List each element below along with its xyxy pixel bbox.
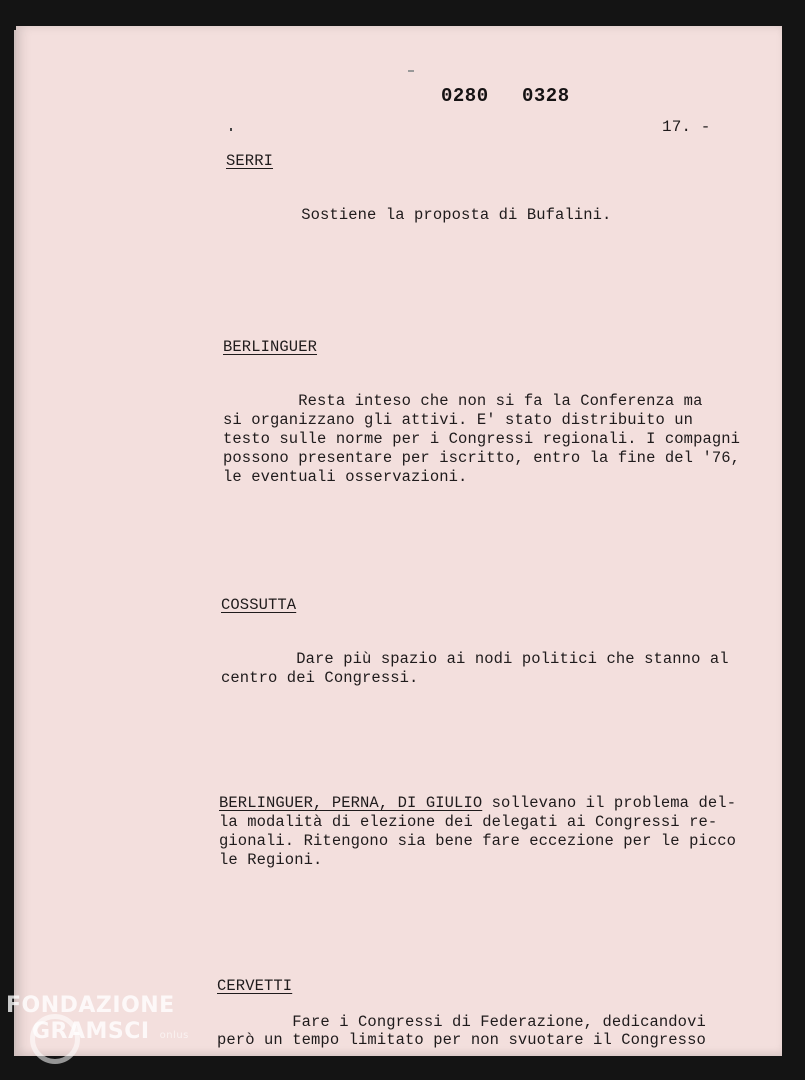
joint-line-3: gionali. Ritengono sia bene fare eccezione per le picco	[219, 832, 737, 850]
speaker-cossutta: COSSUTTA	[221, 596, 297, 614]
speaker-serri: SERRI	[226, 152, 274, 170]
speakers-berlinguer-perna-digiulio: BERLINGUER, PERNA, DI GIULIO	[219, 794, 483, 812]
joint-line-2: la modalità di elezione dei delegati ai Congressi re-	[219, 813, 718, 831]
joint-intervention-first-line	[219, 794, 736, 813]
archive-number-left: 0280	[441, 85, 489, 107]
watermark	[6, 993, 189, 1049]
cossutta-line-2: centro dei Congressi.	[221, 669, 419, 687]
page-number: 17. -	[662, 118, 711, 136]
speaker-berlinguer: BERLINGUER	[223, 338, 318, 356]
berlinguer-line-1: Resta inteso che non si fa la Conferenza ma	[223, 392, 703, 410]
berlinguer-line-2: si organizzano gli attivi. E' stato distribuito un	[223, 411, 694, 429]
pencil-mark	[408, 70, 414, 72]
watermark-line-2: GRAMSCI	[32, 1019, 150, 1044]
berlinguer-line-4: possono presentare per iscritto, entro la fine del '76,	[223, 449, 741, 467]
watermark-line-1: FONDAZIONE	[6, 993, 175, 1018]
joint-line-1-rest: sollevano il problema del-	[482, 794, 737, 812]
berlinguer-line-5: le eventuali osservazioni.	[223, 468, 468, 486]
watermark-line-3: onlus	[159, 1030, 189, 1041]
speaker-cervetti: CERVETTI	[217, 977, 293, 995]
archive-number-right: 0328	[522, 85, 570, 107]
cervetti-line-1: Fare i Congressi di Federazione, dedicandovi	[217, 1013, 706, 1031]
cervetti-line-2: però un tempo limitato per non svuotare il Congresso	[217, 1031, 706, 1049]
document-page	[16, 26, 782, 1056]
serri-line-1: Sostiene la proposta di Bufalini.	[226, 206, 612, 224]
joint-line-4: le Regioni.	[219, 851, 323, 869]
berlinguer-line-3: testo sulle norme per i Congressi regionali. I compagni	[223, 430, 741, 448]
cossutta-line-1: Dare più spazio ai nodi politici che stanno al	[221, 650, 729, 668]
ink-speck	[230, 128, 232, 131]
